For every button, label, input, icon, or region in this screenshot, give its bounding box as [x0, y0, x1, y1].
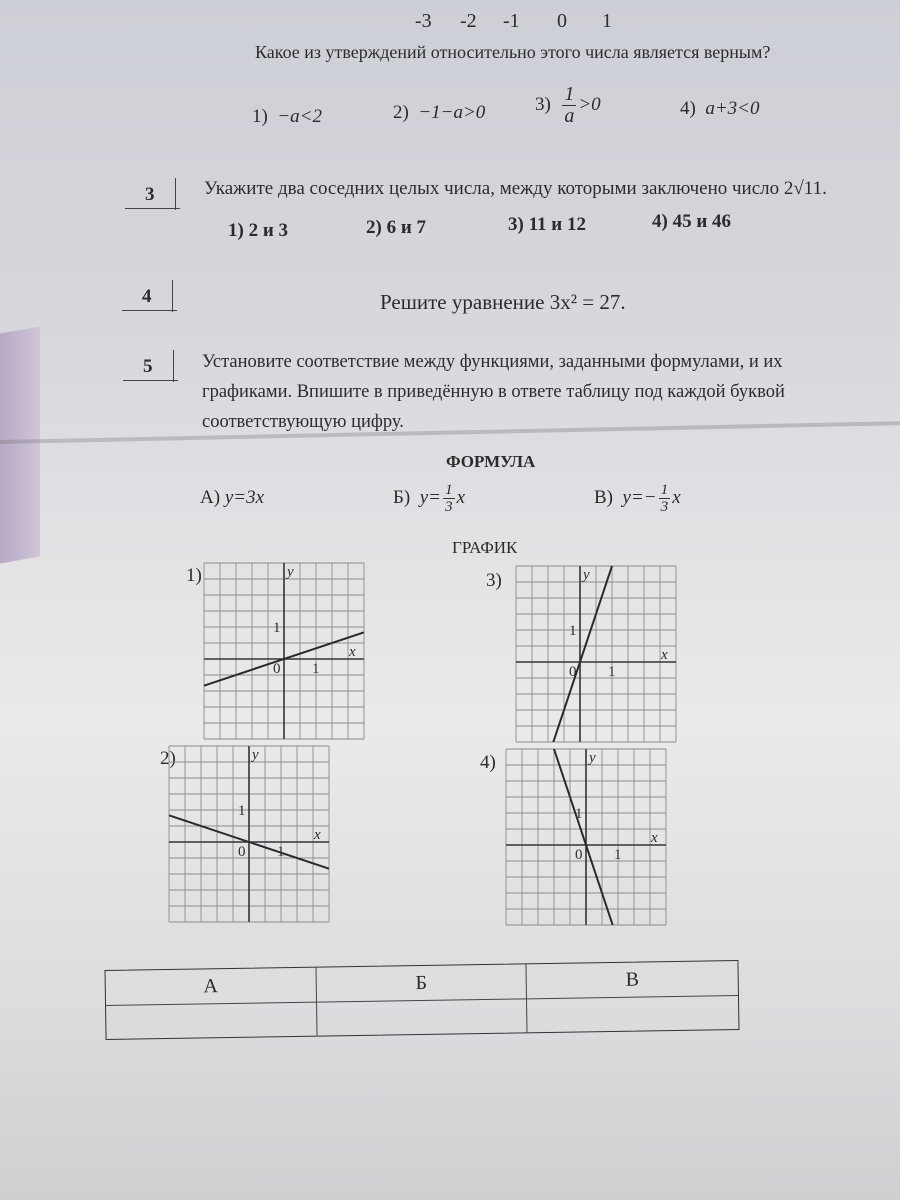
q3-option-1[interactable]: 1) 2 и 3: [228, 220, 289, 241]
q2-option-1[interactable]: 1) −a<2: [252, 106, 322, 127]
graph-1: [203, 562, 365, 740]
q2-question: Какое из утверждений относительно этого числа является верным?: [255, 42, 771, 62]
origin-label: 0: [238, 844, 246, 860]
y-axis-label: y: [287, 564, 294, 580]
q5-text-line3: соответствующую цифру.: [202, 412, 404, 432]
q3-number: 3: [145, 184, 155, 205]
q2-option-3[interactable]: 3) $\frac{1}{a}$ >0: [535, 83, 601, 127]
y-axis-label: y: [589, 750, 596, 766]
graph-svg: [168, 745, 330, 923]
graph-svg: [505, 748, 667, 926]
background-notebook-edge: [0, 326, 40, 563]
tick-label: -1: [503, 10, 520, 32]
answer-cell-v[interactable]: [527, 996, 738, 1032]
graph-label-2: 2): [160, 748, 176, 769]
formula-heading: ФОРМУЛА: [446, 452, 536, 471]
x-unit-label: 1: [312, 661, 320, 677]
graph-2: [168, 745, 330, 923]
answer-header-a: А: [106, 968, 317, 1006]
graph-label-3: 3): [486, 570, 502, 591]
q2-option-4[interactable]: 4) a+3<0: [680, 98, 760, 119]
q5-text-line2: графиками. Впишите в приведённую в ответе таблицу под каждой буквой: [202, 382, 785, 402]
graph-svg: [515, 565, 677, 743]
x-axis-label: x: [349, 644, 356, 660]
q5-number: 5: [143, 356, 153, 377]
y-unit-label: 1: [273, 620, 281, 636]
q4-number: 4: [142, 286, 152, 307]
q2-option-2[interactable]: 2) −1−a>0: [393, 102, 486, 123]
y-unit-label: 1: [238, 803, 246, 819]
x-axis-label: x: [661, 647, 668, 663]
tick-label: 1: [602, 10, 612, 32]
answer-cell-a[interactable]: [106, 1003, 317, 1039]
x-axis-label: x: [651, 830, 658, 846]
formula-a: А) y=3x: [200, 487, 264, 508]
graph-label-1: 1): [186, 565, 202, 586]
q4-question: Решите уравнение 3x² = 27.: [380, 290, 626, 314]
answer-cell-b[interactable]: [317, 999, 528, 1035]
tick-label: 0: [557, 10, 567, 32]
graph-4: [505, 748, 667, 926]
x-unit-label: 1: [608, 664, 616, 680]
q3-option-3[interactable]: 3) 11 и 12: [508, 214, 586, 235]
origin-label: 0: [575, 847, 583, 863]
formula-b: Б) y= $\frac{1}{3}$ x: [393, 481, 466, 515]
q5-text-line1: Установите соответствие между функциями, заданными формулами, и их: [202, 352, 783, 372]
graph-3: [515, 565, 677, 743]
x-unit-label: 1: [277, 844, 285, 860]
answer-header-v: В: [527, 961, 738, 999]
tick-label: -2: [460, 10, 477, 32]
graph-heading: ГРАФИК: [452, 538, 518, 557]
y-axis-label: y: [583, 567, 590, 583]
x-unit-label: 1: [614, 847, 622, 863]
y-axis-label: y: [252, 747, 259, 763]
formula-v: В) y=− $\frac{1}{3}$ x: [594, 481, 681, 515]
paper-fold: [0, 421, 900, 444]
answer-header-b: Б: [316, 964, 527, 1002]
q3-option-4[interactable]: 4) 45 и 46: [652, 211, 732, 232]
x-axis-label: x: [314, 827, 321, 843]
answer-table: [104, 960, 739, 1040]
tick-label: -3: [415, 10, 432, 32]
graph-label-4: 4): [480, 752, 496, 773]
q3-option-2[interactable]: 2) 6 и 7: [366, 217, 427, 238]
y-unit-label: 1: [575, 806, 583, 822]
origin-label: 0: [273, 661, 281, 677]
graph-svg: [203, 562, 365, 740]
y-unit-label: 1: [569, 623, 577, 639]
q3-question: Укажите два соседних целых числа, между которыми заключено число 2√11.: [204, 178, 827, 199]
origin-label: 0: [569, 664, 577, 680]
